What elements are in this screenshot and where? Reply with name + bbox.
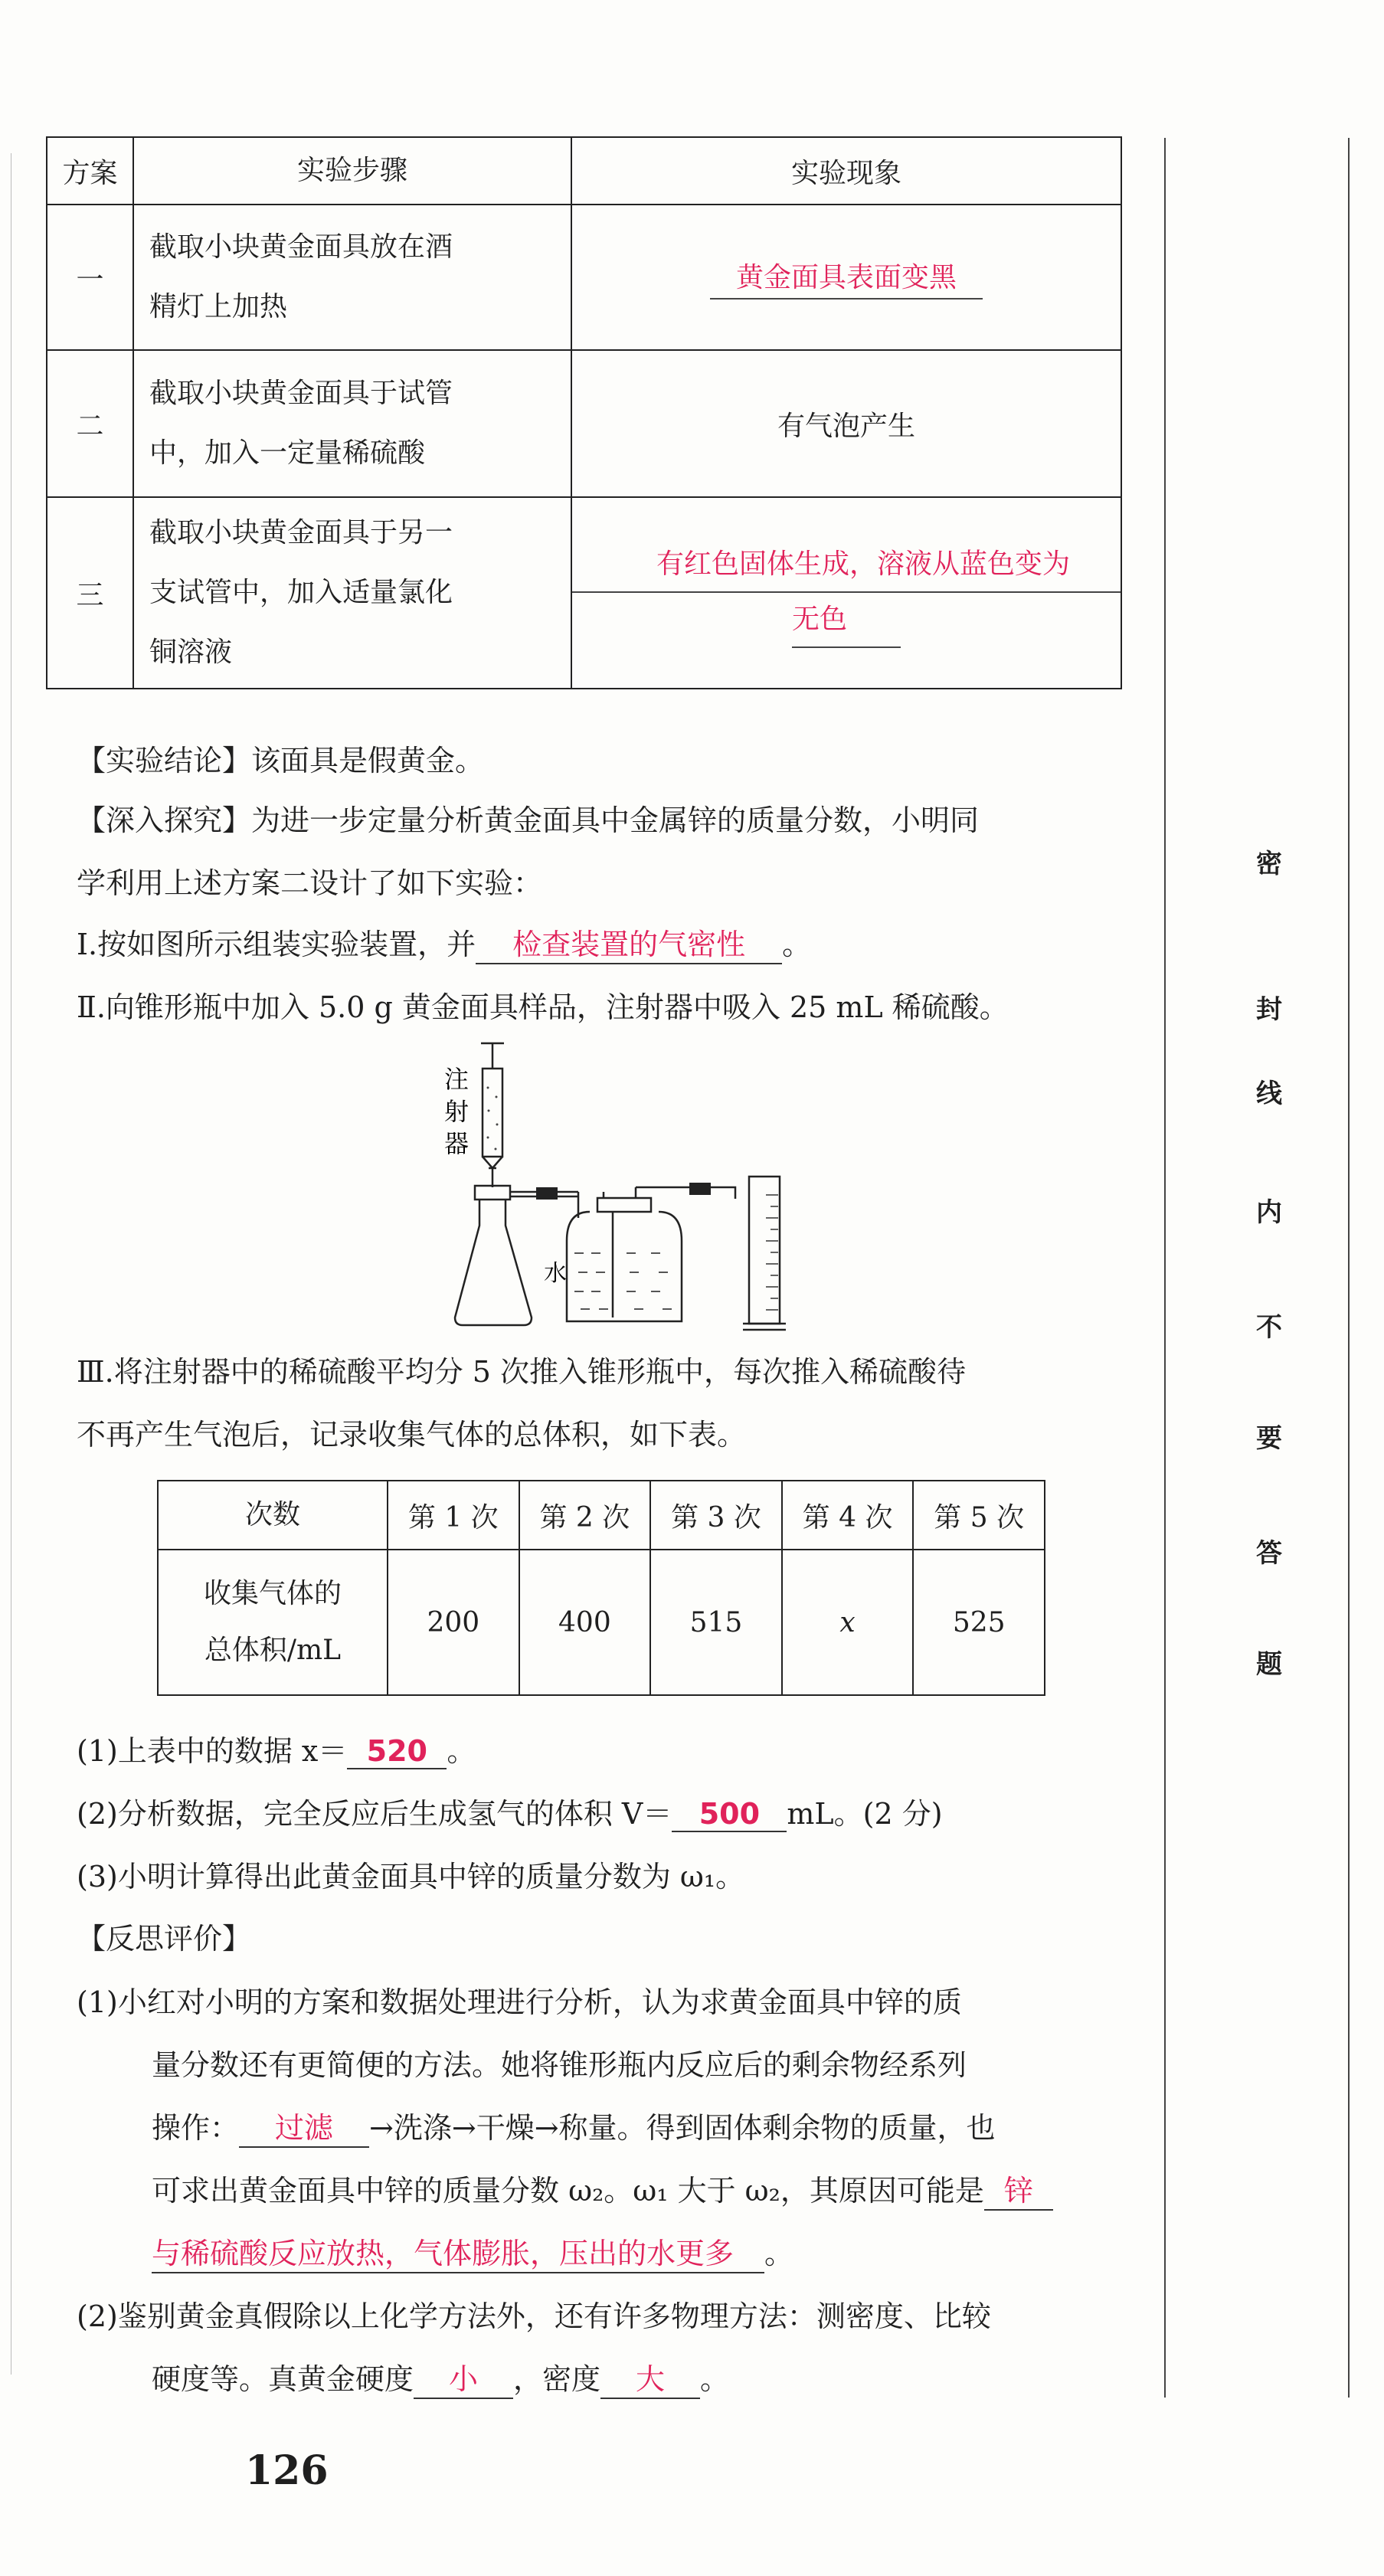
reflection-text: 硬度等。真黄金硬度 [152, 2362, 414, 2396]
step-line: 中，加入一定量稀硫酸 [149, 437, 426, 469]
table-cell: 400 [519, 1550, 651, 1695]
table-header: 第 4 次 [782, 1481, 914, 1550]
answer-blank: 与稀硫酸反应放热，气体膨胀，压出的水更多 [152, 2230, 764, 2273]
seal-char: 题 [1256, 1649, 1282, 1680]
table-header: 次数 [158, 1481, 388, 1550]
reflection-text: →洗涤→干燥→称量。得到固体剩余物的质量，也 [369, 2111, 996, 2145]
phenomenon-cell [571, 205, 1121, 350]
volume-table [157, 1480, 1045, 1696]
apparatus-figure [429, 1034, 812, 1340]
question-2 [77, 1790, 943, 1832]
row-label-line: 收集气体的 [203, 1578, 342, 1609]
reflection-line: (1)小红对小明的方案和数据处理进行分析，认为求黄金面具中锌的质 [77, 1985, 962, 2019]
row-label [158, 1550, 388, 1695]
phenomenon-cell [571, 497, 1121, 689]
seal-char: 封 [1256, 994, 1282, 1025]
explore-line: 学利用上述方案二设计了如下实验： [77, 866, 543, 900]
flask-icon [455, 1186, 578, 1325]
page-number: 126 [245, 2447, 329, 2494]
dots [487, 1087, 499, 1151]
reflection-text: 可求出黄金面具中锌的质量分数 ω₂。ω₁ 大于 ω₂，其原因可能是 [152, 2174, 984, 2208]
reflection-line: (2)鉴别黄金真假除以上化学方法外，还有许多物理方法：测密度、比较 [77, 2299, 991, 2333]
table-cell: 200 [388, 1550, 519, 1695]
step-two: Ⅱ.向锥形瓶中加入 5.0 g 黄金面具样品，注射器中吸入 25 mL 稀硫酸。 [77, 990, 1009, 1024]
question-3: (3)小明计算得出此黄金面具中锌的质量分数为 ω₁。 [77, 1860, 745, 1894]
seal-char: 要 [1256, 1423, 1282, 1454]
reflection-title: 【反思评价】 [77, 1922, 252, 1956]
answer-blank: 检查装置的气密性 [476, 921, 782, 964]
seal-char: 内 [1256, 1197, 1282, 1228]
water-label: 水 [544, 1260, 567, 1287]
syringe-label: 注 [444, 1065, 470, 1094]
syringe-label: 射 [444, 1097, 470, 1126]
tube-connector [536, 1187, 558, 1200]
step-line: 铜溶液 [149, 637, 233, 668]
table-header: 第 3 次 [650, 1481, 782, 1550]
answer-blank: 过滤 [239, 2104, 369, 2148]
handwritten-answer: 有红色固体生成，溶液从蓝色变为 [572, 538, 1121, 593]
bottle-icon [567, 1187, 720, 1321]
table-header: 方案 [47, 137, 133, 205]
answer-blank: 520 [347, 1734, 447, 1769]
step-three-line: Ⅲ.将注射器中的稀硫酸平均分 5 次推入锥形瓶中，每次推入稀硫酸待 [77, 1355, 967, 1389]
table-header: 第 2 次 [519, 1481, 651, 1550]
reflection-text: ，密度 [513, 2362, 601, 2396]
binding-line [1164, 138, 1166, 2398]
plan-cell: 二 [47, 350, 133, 497]
reflection-text: 操作： [152, 2111, 240, 2145]
step-cell [133, 350, 571, 497]
phenomenon-cell: 有气泡产生 [571, 350, 1121, 497]
table-cell: 515 [650, 1550, 782, 1695]
handwritten-answer: 无色 [792, 593, 901, 648]
explore-line: 【深入探究】为进一步定量分析黄金面具中金属锌的质量分数，小明同 [77, 804, 980, 837]
reflection-line: 量分数还有更简便的方法。她将锥形瓶内反应后的剩余物经系列 [152, 2048, 967, 2082]
table-cell: x [782, 1550, 914, 1695]
reflection-line [152, 2104, 996, 2148]
table-cell: 525 [913, 1550, 1045, 1695]
table-row [47, 350, 1121, 497]
question-text: (1)上表中的数据 x＝ [77, 1734, 348, 1768]
table-row [158, 1550, 1045, 1695]
cylinder-icon [720, 1177, 786, 1330]
seal-char: 线 [1256, 1079, 1282, 1109]
reflection-text: 。 [764, 2237, 794, 2270]
step-line: 截取小块黄金面具放在酒 [149, 231, 453, 263]
table-header: 实验现象 [571, 137, 1121, 205]
question-end: 。 [447, 1734, 476, 1768]
seal-char: 密 [1256, 849, 1282, 879]
reflection-text: 。 [700, 2362, 730, 2396]
step-line: 截取小块黄金面具于另一 [149, 517, 453, 548]
question-text: (2)分析数据，完全反应后生成氢气的体积 V＝ [77, 1797, 672, 1831]
handwritten-answer: 黄金面具表面变黑 [710, 256, 983, 299]
table-header: 第 1 次 [388, 1481, 519, 1550]
answer-blank: 小 [414, 2355, 513, 2399]
step-one-end: 。 [782, 928, 812, 961]
syringe-icon [481, 1043, 504, 1187]
seal-char: 答 [1256, 1538, 1282, 1569]
step-one [77, 921, 811, 964]
conclusion: 【实验结论】该面具是假黄金。 [77, 744, 485, 777]
answer-blank: 锌 [984, 2167, 1053, 2211]
table-row [47, 205, 1121, 350]
step-cell [133, 205, 571, 350]
row-label-line: 总体积/mL [204, 1635, 342, 1666]
step-cell [133, 497, 571, 689]
step-line: 精灯上加热 [149, 291, 288, 322]
syringe-label: 器 [444, 1129, 470, 1158]
question-1 [77, 1727, 476, 1769]
experiment-table [46, 136, 1122, 689]
question-end: mL。(2 分) [787, 1797, 943, 1831]
table-row [158, 1481, 1045, 1550]
cylinder-scale [766, 1195, 778, 1310]
tube-connector [689, 1183, 711, 1195]
step-three-line: 不再产生气泡后，记录收集气体的总体积，如下表。 [77, 1418, 747, 1452]
answer-blank: 500 [672, 1797, 787, 1832]
binding-line [1348, 138, 1350, 2398]
reflection-line [152, 2355, 729, 2399]
plan-cell: 一 [47, 205, 133, 350]
table-header: 第 5 次 [913, 1481, 1045, 1550]
reflection-line [152, 2230, 793, 2273]
step-one-text: Ⅰ.按如图所示组装实验装置，并 [77, 928, 476, 961]
water-dashes [574, 1252, 672, 1310]
step-line: 支试管中，加入适量氯化 [149, 577, 453, 608]
answer-blank: 大 [600, 2355, 700, 2399]
table-row [47, 497, 1121, 689]
plan-cell: 三 [47, 497, 133, 689]
seal-char: 不 [1256, 1312, 1282, 1343]
reflection-line [152, 2167, 1053, 2211]
step-line: 截取小块黄金面具于试管 [149, 378, 453, 409]
table-header: 实验步骤 [133, 137, 571, 205]
